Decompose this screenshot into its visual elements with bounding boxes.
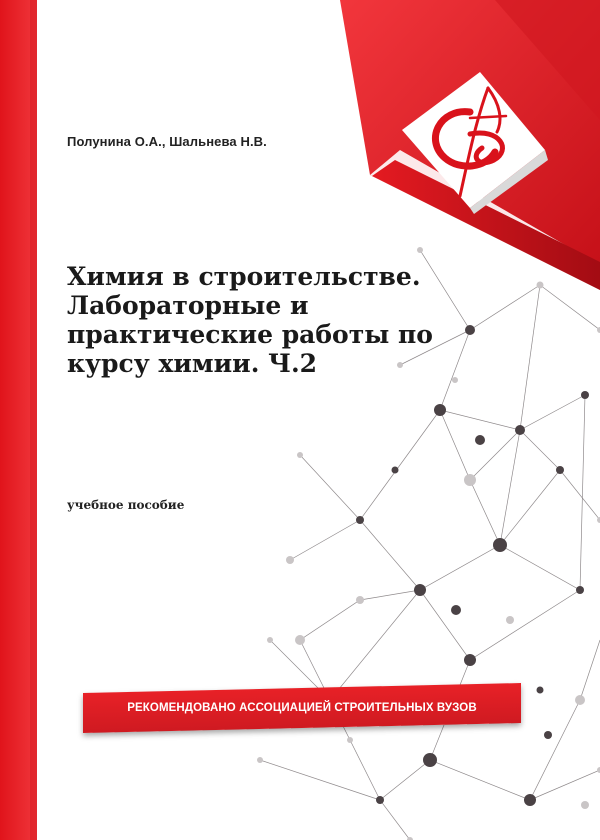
network-nodes-dark	[325, 325, 589, 806]
left-stripe-shadow	[30, 0, 37, 840]
title-line: Химия в строительстве.	[67, 262, 421, 291]
recommendation-banner-text: РЕКОМЕНДОВАНО АССОЦИАЦИЕЙ СТРОИТЕЛЬНЫХ ВУЗОВ	[127, 702, 477, 714]
title-line: Лабораторные и	[67, 291, 309, 320]
corner-fold	[37, 780, 60, 840]
book-authors: Полунина О.А., Шальнева Н.В.	[67, 134, 267, 149]
book-title	[67, 262, 497, 378]
title-line: курсу химии. Ч.2	[67, 349, 318, 378]
title-line: практические работы по	[67, 320, 433, 349]
book-type-label: учебное пособие	[67, 498, 185, 512]
